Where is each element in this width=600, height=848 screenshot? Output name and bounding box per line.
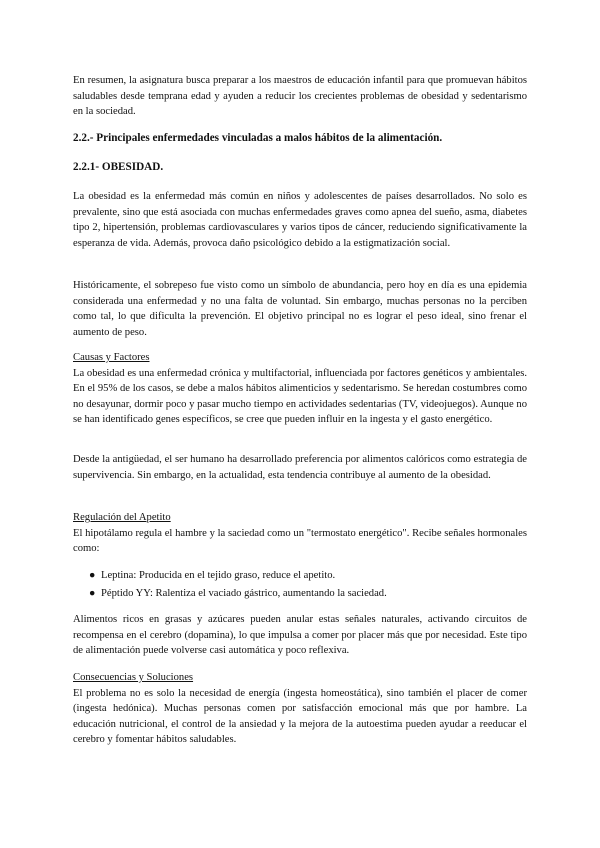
consequences-paragraph-1: El problema no es solo la necesidad de energía (ingesta homeostática), sino también el placer de comer (ingesta hedónica). Muchas personas comen por satisfacción emocional más que por hambre. La educación nutricional, el control de la ansiedad y la mejora de la autoestima pueden ayudar a reeducar el cerebro y fomentar hábitos saludables. bbox=[73, 687, 527, 746]
appetite-paragraph-2: Alimentos ricos en grasas y azúcares pueden anular estas señales naturales, activando circuitos de recompensa en el cerebro (dopamina), lo que impulsa a comer por placer más que por necesidad. Este tipo de alimentación puede volverse casi automática y poco reflexiva. bbox=[73, 614, 527, 657]
subsection-heading-block bbox=[73, 160, 527, 176]
causes-paragraph-2: Desde la antigüedad, el ser humano ha desarrollado preferencia por alimentos calóricos como estrategia de supervivencia. Sin embargo, en la actualidad, esta tendencia contribuye al aumento de la obesidad. bbox=[73, 454, 527, 481]
appetite-paragraph-2-block bbox=[73, 612, 527, 659]
list-item-text: Péptido YY: Ralentiza el vaciado gástrico, aumentando la saciedad. bbox=[101, 587, 387, 599]
bullet-icon: ● bbox=[89, 570, 96, 581]
consequences-section bbox=[73, 670, 527, 748]
obesity-paragraph-1: La obesidad es la enfermedad más común en niños y adolescentes de países desarrollados. No solo es prevalente, sino que está asociada con muchas enfermedades graves como apnea del sueño, asma, diabetes tipo 2, hipertensión, problemas cardiovasculares y varios tipos de cáncer, reduciendo significativamente la esperanza de vida. Además, provoca daño psicológico debido a la estigmatización social. bbox=[73, 191, 527, 249]
list-item-text: Leptina: Producida en el tejido graso, reduce el apetito. bbox=[101, 570, 336, 581]
section-heading-block bbox=[73, 131, 527, 147]
consequences-title: Consecuencias y Soluciones bbox=[73, 672, 194, 683]
list-item bbox=[73, 568, 527, 584]
causes-title: Causas y Factores bbox=[73, 352, 150, 363]
appetite-section bbox=[73, 510, 527, 557]
intro-paragraph: En resumen, la asignatura busca preparar a los maestros de educación infantil para que promuevan hábitos saludables desde temprana edad y ayuden a reducir los crecientes problemas de obesidad y sedentarismo en la sociedad. bbox=[73, 75, 527, 118]
appetite-title: Regulación del Apetito bbox=[73, 512, 171, 523]
causes-paragraph-2-block bbox=[73, 452, 527, 483]
bullet-icon: ● bbox=[89, 587, 96, 599]
section-heading: 2.2.- Principales enfermedades vinculadas a malos hábitos de la alimentación. bbox=[73, 132, 443, 144]
subsection-heading: 2.2.1- OBESIDAD. bbox=[73, 161, 164, 173]
obesity-paragraph-2-block bbox=[73, 278, 527, 340]
hormone-list bbox=[73, 568, 527, 601]
obesity-paragraph-2: Históricamente, el sobrepeso fue visto como un símbolo de abundancia, pero hoy en día es una epidemia considerada una enfermedad y no una falta de voluntad. Sin embargo, muchas personas no la perciben como tal, lo que dificulta la prevención. El objetivo principal no es lograr el peso ideal, sino frenar el aumento de peso. bbox=[73, 280, 527, 338]
causes-paragraph-1: La obesidad es una enfermedad crónica y multifactorial, influenciada por factores genéticos y ambientales. En el 95% de los casos, se debe a malos hábitos alimenticios y sedentarismo. Se heredan costumbres como no desayunar, dormir poco y pasar mucho tiempo en actividades sedentarias (TV, videojuegos). Aunque no se han identificado genes específicos, se cree que pueden influir en la ingesta y el gasto energético. bbox=[73, 367, 527, 426]
causes-section bbox=[73, 350, 527, 428]
appetite-paragraph-1: El hipotálamo regula el hambre y la saciedad como un "termostato energético". Recibe señales hormonales como: bbox=[73, 527, 527, 555]
obesity-paragraph-1-block bbox=[73, 189, 527, 251]
list-item bbox=[73, 586, 527, 602]
intro-paragraph-block bbox=[73, 73, 527, 120]
hormone-list-block bbox=[73, 568, 527, 601]
